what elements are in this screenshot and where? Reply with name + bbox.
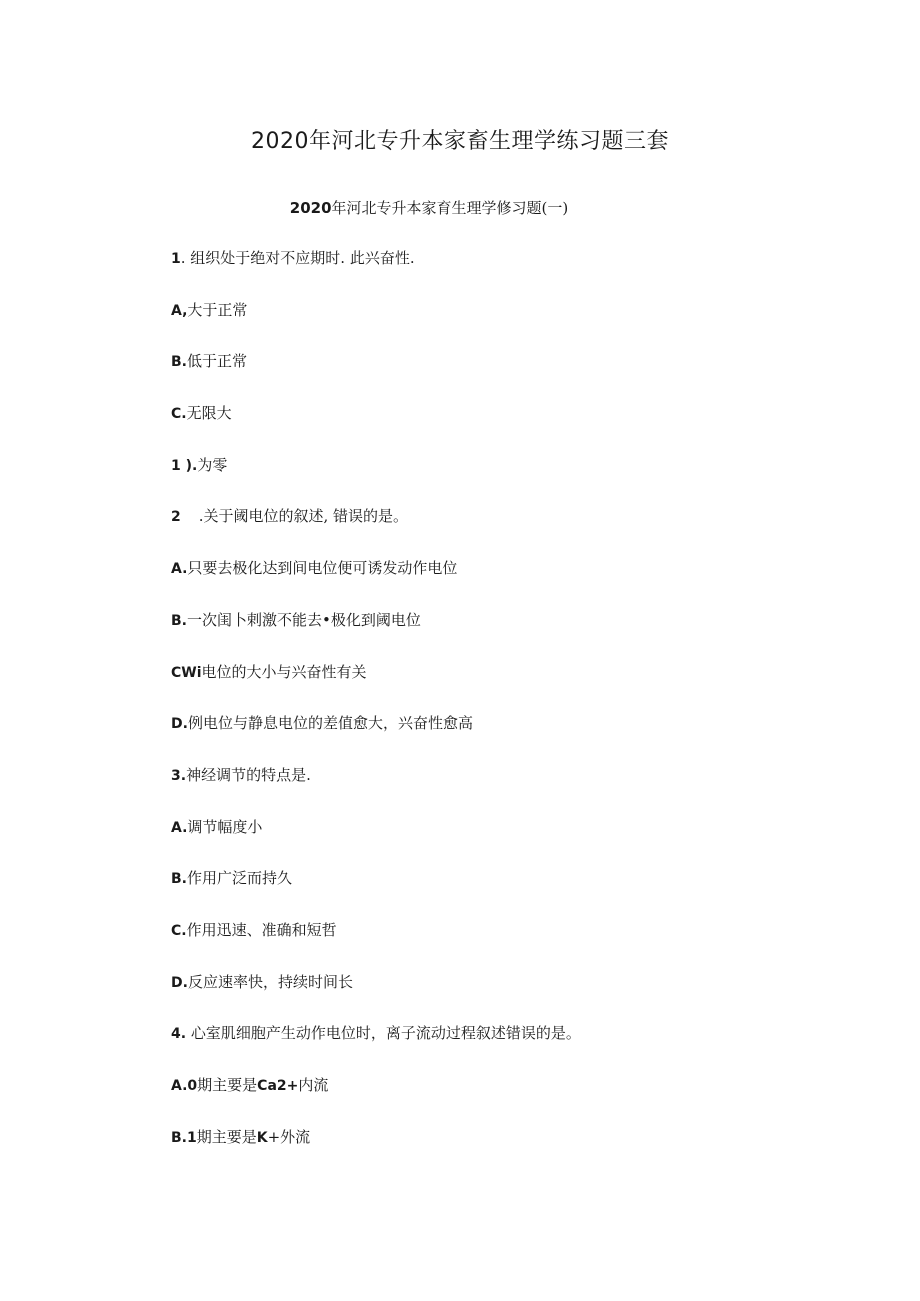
- line-label: B.: [171, 354, 187, 371]
- line-label: D.: [171, 974, 188, 991]
- line-text: 作用迅速、准确和短哲: [186, 920, 337, 939]
- line-text: 低于正常: [187, 352, 248, 371]
- line-text: 作用广泛而持久: [187, 869, 293, 888]
- line-label: C.: [171, 922, 187, 939]
- line-text: 一次闺卜剌激不能去•极化到阈电位: [187, 610, 421, 629]
- line-label: B.: [171, 871, 187, 888]
- option-line: [171, 973, 871, 1025]
- section-title: [0, 196, 858, 220]
- line-text: .关于阈电位的叙述, 错误的是。: [198, 507, 409, 526]
- option-line: [171, 301, 871, 353]
- option-line: [171, 559, 871, 611]
- option-line: [171, 352, 871, 404]
- line-text: 电位的大小与兴奋性有关: [201, 662, 367, 681]
- line-text: 为零: [197, 455, 228, 474]
- option-line: [171, 663, 871, 715]
- line-label: B.1: [171, 1129, 197, 1146]
- line-label: 4.: [171, 1026, 187, 1043]
- option-line: [171, 869, 871, 921]
- document-title: 2020年河北专升本家畜生理学练习题三套: [251, 129, 669, 154]
- option-line: [171, 404, 871, 456]
- line-label: D.: [171, 716, 188, 733]
- line-label: 3.: [171, 767, 187, 784]
- line-label-ion: Ca2+: [257, 1078, 299, 1094]
- line-label: CWi: [171, 664, 202, 681]
- option-line: [171, 818, 871, 870]
- option-line: [171, 1076, 871, 1128]
- question-line: [171, 249, 871, 301]
- option-line: [171, 456, 871, 508]
- line-label: 1 ).: [171, 457, 198, 474]
- question-list: [171, 249, 871, 1179]
- line-text: 期主要是: [197, 1076, 258, 1094]
- line-label-ion: K: [256, 1129, 268, 1146]
- option-line: [171, 1128, 871, 1180]
- line-label: 1: [171, 251, 181, 267]
- line-text: 反应速率快，持续时间长: [187, 972, 353, 991]
- question-line: [171, 766, 871, 818]
- line-label: A,: [171, 302, 188, 319]
- line-text: 只要去极化达到间电位便可诱发动作电位: [187, 559, 458, 578]
- line-text: 心室肌细胞产生动作电位时，离子流动过程叙述错误的是。: [186, 1024, 581, 1043]
- line-label: C.: [171, 406, 187, 423]
- line-text: 调节幅度小: [187, 817, 263, 836]
- option-line: [171, 921, 871, 973]
- line-label: A.0: [171, 1078, 198, 1094]
- line-text: 大于正常: [187, 300, 248, 319]
- line-text: 无限大: [186, 404, 232, 423]
- line-label: A.: [171, 819, 188, 836]
- line-text: 例电位与静息电位的差值愈大，兴奋性愈高: [187, 714, 473, 733]
- section-title-text: 年河北专升本家育生理学修习题(一): [331, 199, 569, 217]
- question-line: [171, 1024, 871, 1076]
- option-line: [171, 611, 871, 663]
- line-text: 期主要是: [196, 1127, 257, 1146]
- line-text: 神经调节的特点是.: [186, 765, 311, 784]
- line-text-tail: 内流: [298, 1076, 329, 1094]
- line-text: . 组织处于绝对不应期时. 此兴奋性.: [180, 249, 415, 267]
- line-text-tail: +外流: [267, 1127, 311, 1146]
- line-label: B.: [171, 612, 187, 629]
- option-line: [171, 714, 871, 766]
- question-line: [171, 507, 871, 559]
- line-label: 2: [171, 509, 181, 526]
- section-title-year: 2020: [289, 199, 332, 217]
- line-label: A.: [171, 561, 188, 578]
